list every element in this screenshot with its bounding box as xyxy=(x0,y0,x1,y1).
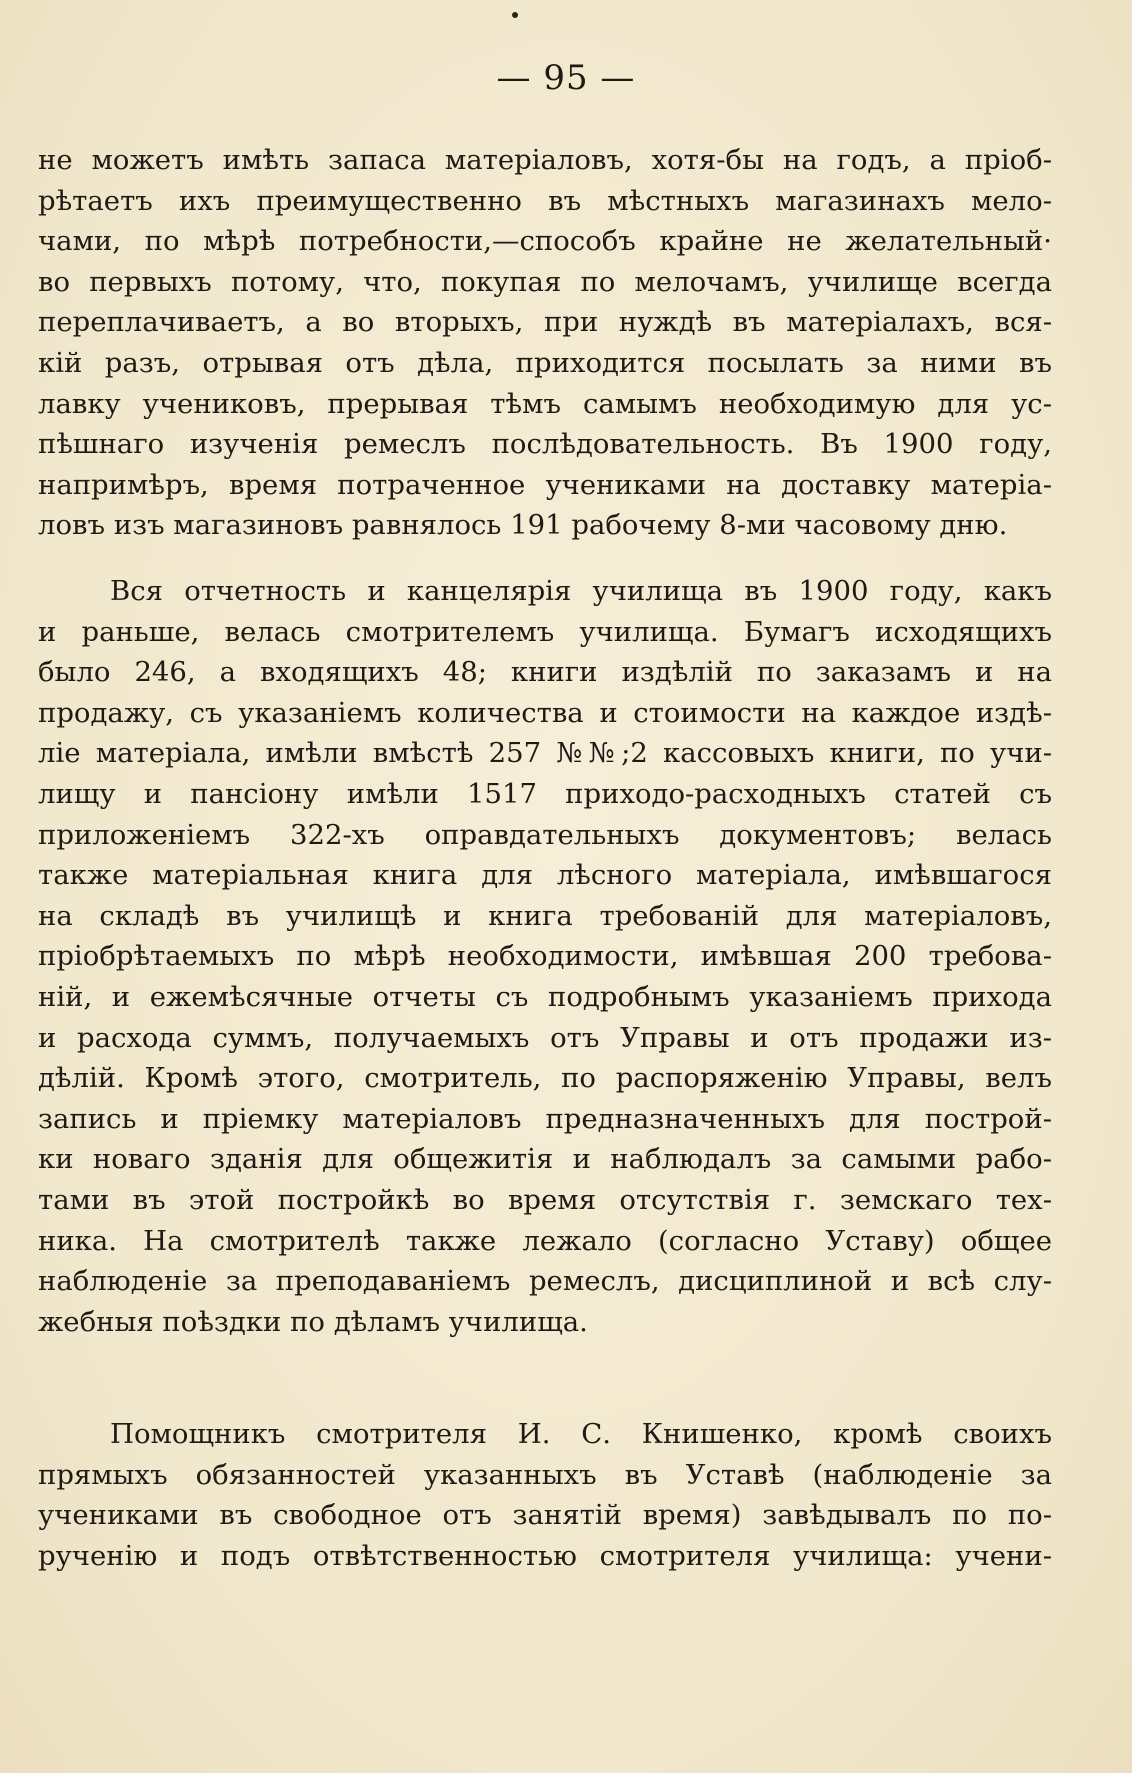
text-line: прямыхъ обязанностей указанныхъ въ Уставѣ (наблюденіе за xyxy=(38,1458,1052,1491)
text-line: чами, по мѣрѣ потребности,—способъ крайне не желательный· xyxy=(38,225,1052,258)
text-line: ки новаго зданія для общежитія и наблюдалъ за самыми рабо- xyxy=(38,1143,1052,1176)
text-line: лищу и пансіону имѣли 1517 приходо-расходныхъ статей съ xyxy=(38,777,1052,810)
paragraph-2 xyxy=(38,571,1052,1342)
text-line: ника. На смотрителѣ также лежало (согласно Уставу) общее xyxy=(38,1224,1052,1257)
text-line: учениками въ свободное отъ занятій время) завѣдывалъ по по- xyxy=(38,1499,1052,1532)
text-line: лавку учениковъ, прерывая тѣмъ самымъ необходимую для ус- xyxy=(38,387,1052,420)
text-line: запись и пріемку матеріаловъ предназначенныхъ для построй- xyxy=(38,1102,1052,1135)
ink-speck xyxy=(512,12,518,18)
text-line: было 246, а входящихъ 48; книги издѣлій по заказамъ и на xyxy=(38,656,1052,689)
text-line: ловъ изъ магазиновъ равнялось 191 рабочему 8-ми часовому дню. xyxy=(38,509,1008,542)
text-line: дѣлій. Кромѣ этого, смотритель, по распоряженію Управы, велъ xyxy=(38,1062,1052,1095)
text-line: кій разъ, отрывая отъ дѣла, приходится посылать за ними въ xyxy=(38,346,1052,379)
text-line: Вся отчетность и канцелярія училища въ 1900 году, какъ xyxy=(110,575,1052,607)
text-line: рѣтаетъ ихъ преимущественно въ мѣстныхъ магазинахъ мело- xyxy=(38,184,1052,217)
text-line: и раньше, велась смотрителемъ училища. Бумагъ исходящихъ xyxy=(38,615,1052,648)
text-line: напримѣръ, время потраченное учениками на доставку матеріа- xyxy=(38,468,1052,501)
text-line: наблюденіе за преподаваніемъ ремеслъ, дисциплиной и всѣ слу- xyxy=(38,1265,1052,1298)
page-number: — 95 — xyxy=(496,58,636,98)
text-line: пѣшнаго изученія ремеслъ послѣдовательность. Въ 1900 году, xyxy=(38,428,1052,461)
text-line: и расхода суммъ, получаемыхъ отъ Управы и отъ продажи из- xyxy=(38,1021,1052,1054)
text-line: тами въ этой постройкѣ во время отсутствія г. земскаго тех- xyxy=(38,1183,1052,1216)
text-line: ній, и ежемѣсячные отчеты съ подробнымъ указаніемъ прихода xyxy=(38,980,1052,1013)
text-line: Помощникъ смотрителя И. С. Книшенко, кромѣ своихъ xyxy=(110,1418,1052,1450)
paragraph-1 xyxy=(38,140,1052,546)
text-line: также матеріальная книга для лѣсного матеріала, имѣвшагося xyxy=(38,859,1052,892)
text-line: продажу, съ указаніемъ количества и стоимости на каждое издѣ- xyxy=(38,696,1052,729)
paragraph-3 xyxy=(38,1414,1052,1576)
text-line: на складѣ въ училищѣ и книга требованій для матеріаловъ, xyxy=(38,899,1052,932)
text-line: рученію и подъ отвѣтственностью смотрителя училища: учени- xyxy=(38,1539,1052,1572)
text-line: жебныя поѣздки по дѣламъ училища. xyxy=(38,1305,588,1338)
text-line: ліе матеріала, имѣли вмѣстѣ 257 №№;2 кассовыхъ книги, по учи- xyxy=(38,737,1052,770)
text-line: не можетъ имѣть запаса матеріаловъ, хотя-бы на годъ, а пріоб- xyxy=(38,144,1052,176)
text-line: переплачиваетъ, а во вторыхъ, при нуждѣ въ матеріалахъ, вся- xyxy=(38,306,1052,339)
text-line: приложеніемъ 322-хъ оправдательныхъ документовъ; велась xyxy=(38,818,1052,851)
text-line: во первыхъ потому, что, покупая по мелочамъ, училище всегда xyxy=(38,265,1052,298)
text-line: пріобрѣтаемыхъ по мѣрѣ необходимости, имѣвшая 200 требова- xyxy=(38,940,1052,973)
